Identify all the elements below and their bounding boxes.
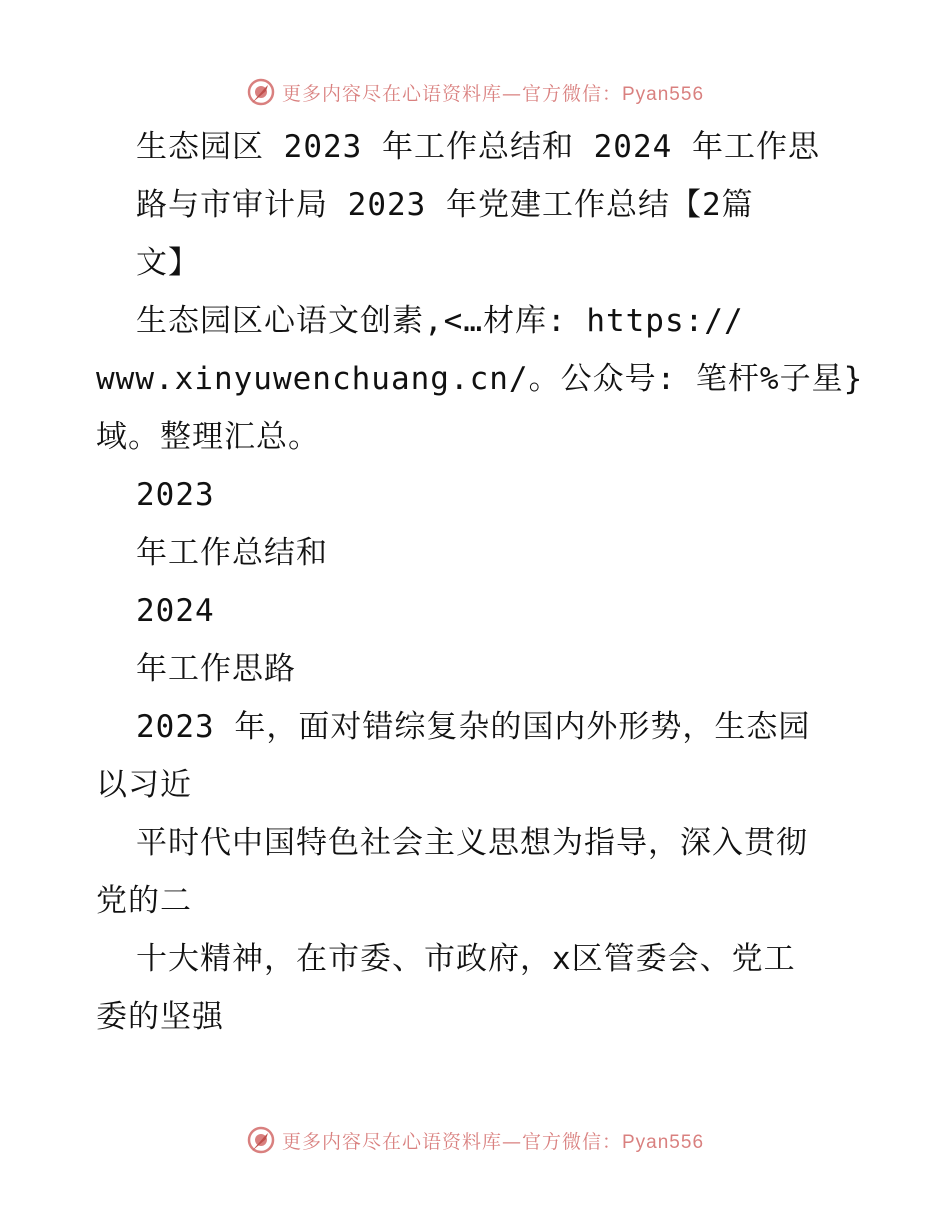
document-title-line-2: 路与市审计局 2023 年党建工作总结【2篇 — [136, 187, 754, 223]
footer-watermark — [0, 1120, 950, 1160]
section-heading-summary: 年工作总结和 — [136, 535, 328, 571]
body-paragraph-line-4: 党的二 — [96, 883, 192, 919]
body-paragraph-line-3: 平时代中国特色社会主义思想为指导，深入贯彻 — [136, 825, 808, 861]
section-heading-plan: 年工作思路 — [136, 651, 296, 687]
watermark-text: 更多内容尽在心语资料库—官方微信：Pyan556 — [281, 82, 705, 105]
header-watermark — [0, 72, 950, 112]
document-title-line-3: 文】 — [136, 245, 200, 281]
intro-line-3: 域。整理汇总。 — [96, 419, 320, 455]
document-body — [96, 118, 864, 1046]
body-paragraph-line-5: 十大精神，在市委、市政府，x区管委会、党工 — [136, 941, 796, 977]
pen-logo-icon — [246, 1125, 276, 1155]
body-paragraph-line-6: 委的坚强 — [96, 999, 224, 1035]
document-title-line-1: 生态园区 2023 年工作总结和 2024 年工作思 — [136, 129, 820, 165]
intro-line-2: www.xinyuwenchuang.cn/。公众号: 笔杆%子星} — [96, 361, 864, 397]
section-heading-year-2024: 2024 — [136, 593, 215, 629]
section-heading-year-2023: 2023 — [136, 477, 215, 513]
body-paragraph-line-2: 以习近 — [96, 767, 192, 803]
intro-line-1: 生态园区心语文创素,<…材库: https:// — [136, 303, 744, 339]
body-paragraph-line-1: 2023 年，面对错综复杂的国内外形势，生态园 — [136, 709, 811, 745]
watermark-text: 更多内容尽在心语资料库—官方微信：Pyan556 — [281, 1130, 705, 1153]
pen-logo-icon — [246, 77, 276, 107]
